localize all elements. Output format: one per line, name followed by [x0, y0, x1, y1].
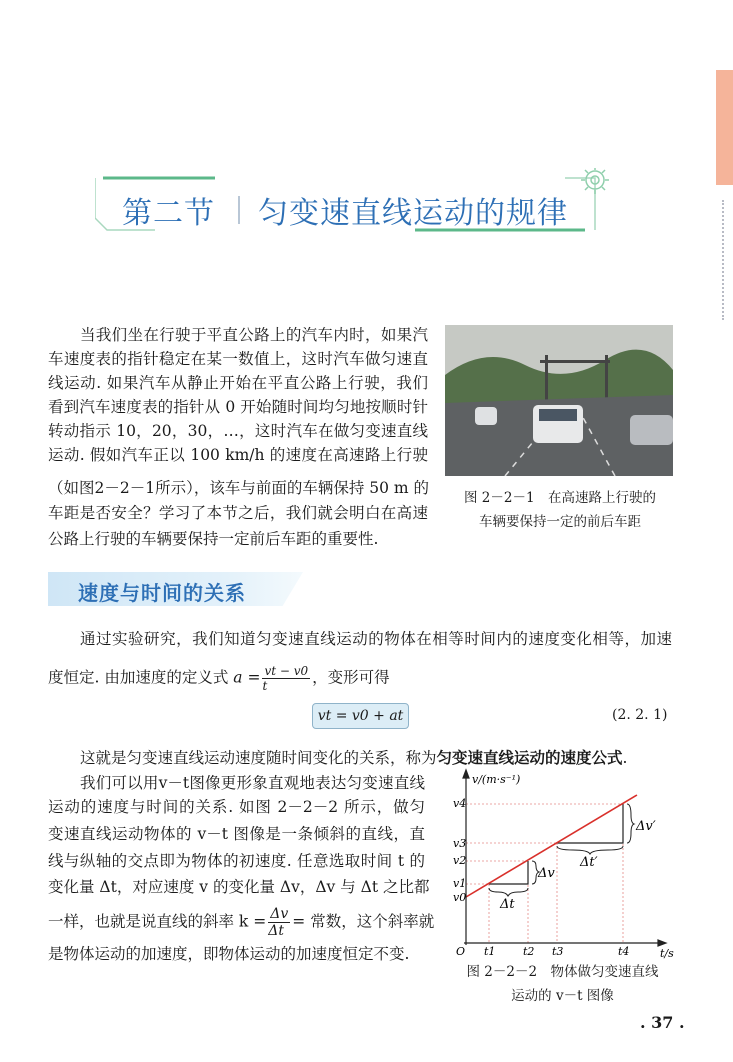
text-line	[48, 906, 434, 939]
slope-fraction	[268, 906, 290, 939]
tick-t4: t4	[618, 945, 630, 958]
page-number: . 37 .	[640, 1013, 685, 1032]
x-axis-label: t/s	[660, 947, 674, 960]
text-line: 当我们坐在行驶于平直公路上的汽车内时，如果汽	[80, 326, 428, 344]
tick-v0: v0	[453, 891, 467, 904]
key-term: 匀变速直线运动的速度公式	[436, 749, 623, 767]
text-line: 转动指示 10，20，30，…，这时汽车在做匀变速直线	[48, 422, 428, 440]
chapter-side-tab	[716, 70, 733, 185]
section-number: 第二节	[122, 196, 215, 231]
delta-t-label: Δt	[500, 897, 515, 912]
title-divider	[238, 196, 240, 224]
velocity-formula: vt = v0 + at	[312, 703, 409, 729]
equation-number: (2. 2. 1)	[612, 707, 668, 723]
text-line: 运动的速度与时间的关系. 如图 2－2－2 所示，做匀	[48, 798, 425, 816]
text-line: 运动. 假如汽车正以 100 km/h 的速度在高速路上行驶	[48, 446, 428, 464]
tick-v3: v3	[453, 837, 467, 850]
fraction-denominator: Δt	[268, 923, 284, 939]
fraction-denominator: t	[262, 679, 268, 693]
text-line: 线运动. 如果汽车从静止开始在平直公路上行驶，我们	[48, 374, 428, 392]
section-heading: 速度与时间的关系	[78, 581, 246, 605]
text: .	[622, 749, 628, 767]
figure1-caption-line2: 车辆要保持一定的前后车距	[479, 514, 641, 530]
acceleration-fraction	[262, 664, 310, 693]
figure1-caption-line1: 图 2－2－1 在高速路上行驶的	[463, 490, 657, 506]
tick-v4: v4	[453, 797, 467, 810]
velocity-line	[466, 795, 637, 897]
text-line: 看到汽车速度表的指针从 0 开始随时间均匀地按顺时针	[48, 398, 428, 416]
delta-t-prime-label: Δt′	[580, 855, 598, 870]
text: = 常数，这个斜率就	[292, 912, 435, 931]
braces	[489, 804, 634, 896]
math-var: a =	[233, 668, 261, 687]
figure2-caption-line1: 图 2－2－2 物体做匀变速直线	[466, 964, 659, 980]
highway-photo	[445, 325, 673, 476]
page-title: 匀变速直线运动的规律	[258, 196, 568, 231]
tick-t3: t3	[552, 945, 564, 958]
text-line: 通过实验研究，我们知道匀变速直线运动的物体在相等时间内的速度变化相等，加速	[80, 630, 672, 648]
text-line: 是物体运动的加速度，即物体运动的加速度恒定不变.	[48, 945, 410, 963]
tick-t2: t2	[523, 945, 535, 958]
tick-t1: t1	[484, 945, 496, 958]
fraction-numerator: vt − v0	[264, 664, 309, 678]
text-line	[48, 664, 390, 693]
y-axis-label: v/(m·s⁻¹)	[472, 773, 521, 786]
text: 一样，也就是说直线的斜率 k =	[48, 912, 267, 931]
tick-v2: v2	[453, 854, 467, 867]
origin-label: O	[456, 945, 466, 958]
fraction-numerator: Δv	[270, 906, 289, 922]
vt-graph	[440, 760, 680, 960]
text-line: 车距是否安全？学习了本节之后，我们就会明白在高速	[48, 504, 428, 522]
text-line: 线与纵轴的交点即为物体的初速度. 任意选取时间 t 的	[48, 852, 425, 870]
text-line: （如图2－2－1所示），该车与前面的车辆保持 50 m 的	[48, 479, 430, 497]
text: 度恒定. 由加速度的定义式	[48, 668, 234, 687]
text-line: 车速度表的指针稳定在某一数值上，这时汽车做匀速直	[48, 350, 428, 368]
text-line: 我们可以用v－t图像更形象直观地表达匀变速直线	[80, 774, 425, 792]
text: ，变形可得	[312, 668, 390, 687]
text: 这就是匀变速直线运动速度随时间变化的关系，称为	[80, 749, 437, 767]
delta-v-prime-label: Δv′	[636, 819, 656, 834]
delta-v-label: Δv	[538, 866, 555, 881]
text-line: 变速直线运动物体的 v－t 图像是一条倾斜的直线，直	[48, 825, 425, 843]
text-line: 变化量 Δt，对应速度 v 的变化量 Δv，Δv 与 Δt 之比都	[48, 878, 430, 896]
tick-v1: v1	[453, 877, 467, 890]
figure2-caption-line2: 运动的 v－t 图像	[511, 988, 614, 1004]
text-line: 公路上行驶的车辆要保持一定前后车距的重要性.	[48, 530, 379, 548]
chapter-side-label	[722, 200, 730, 320]
